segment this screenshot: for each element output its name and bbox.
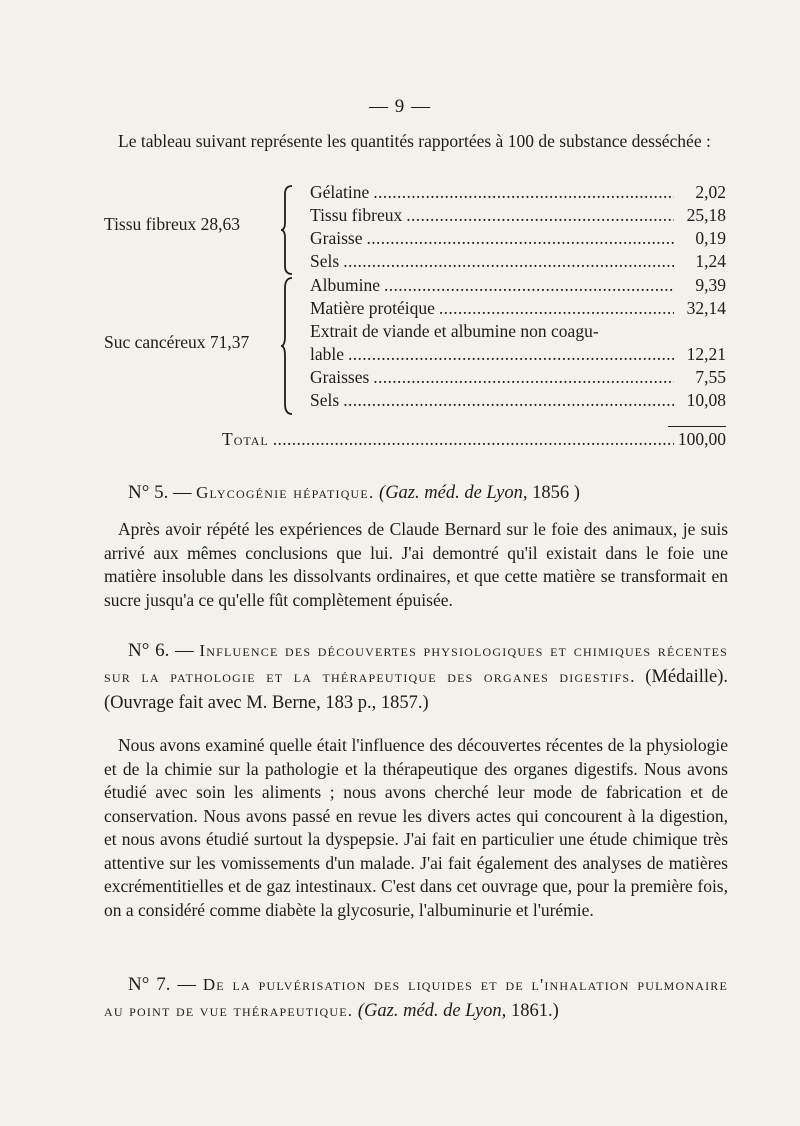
left-brace-group2 — [280, 276, 294, 416]
section-6-body: Nous avons examiné quelle était l'influence des découvertes récentes de la physiologie et de la chimie sur la pathologie et la thérapeutique des organes digestifs. Nous avons étudié avec soin les aliments ; nous avons cherché leur mode de fabrication et de conservation. Nous avons passé en revue les divers actes qui concourent à la digestion, et nous avons étudié surtout la dyspepsie. J'ai fait en particulier une étude chimique très attentive sur les vomissements d'un malade. J'ai fait également des analyses de matières excrémentitielles et de gaz intestinaux. C'est dans cet ouvrage que, pour la première fois, on a considéré comme diabète la glycosurie, l'albuminurie et l'urémie. — [104, 735, 728, 920]
section-5-source: (Gaz. méd. de Lyon, — [379, 483, 528, 503]
total-label: Total — [222, 429, 269, 449]
table-row: Gélatine . . . 2,02 — [310, 181, 726, 204]
group1-rows — [310, 181, 726, 273]
section-7-source: (Gaz. méd. de Lyon, — [357, 1001, 507, 1021]
leader-dots — [373, 366, 674, 389]
table-row: Sels . . . 1,24 — [310, 250, 726, 273]
intro-text: Le tableau suivant représente les quantités rapportées à 100 de substance desséchée : — [118, 131, 711, 151]
total-rule — [668, 426, 726, 427]
section-7-title: De la pulvérisation des liquides et de l'inhalation pulmonaire au point de vue thérapeutique. — [104, 975, 729, 1020]
leader-dots — [348, 343, 674, 366]
leader-dots — [366, 227, 674, 250]
table-row: Matière protéique . . . 32,14 — [310, 297, 726, 320]
leader-dots — [373, 181, 674, 204]
leader-dots — [384, 274, 674, 297]
section-7-year: 1861.) — [510, 1001, 559, 1021]
intro-paragraph — [104, 130, 728, 153]
section-5-year: 1856 ) — [532, 483, 580, 503]
table-row: lable . . . 12,21 — [310, 343, 726, 366]
section-6-heading: N° 6. — Influence des découvertes physiologiques et chimiques récentes sur la pathologie et la thérapeutique des organes digestifs. (Médaille). (Ouvrage fait avec M. Berne, 183 p., 1857.) — [104, 640, 729, 713]
page-number: — 9 — — [369, 96, 431, 117]
leader-dots — [343, 389, 674, 412]
section-6-title: Influence des découvertes physiologiques et chimiques récentes sur la pathologie et la thérapeutique des organes digestifs. — [104, 641, 729, 686]
group-label-suc-cancereux: Suc cancéreux 71,37 — [104, 332, 250, 352]
table-row: Albumine . . . 9,39 — [310, 274, 726, 297]
leader-dots — [273, 429, 674, 450]
group2-rows — [310, 274, 726, 412]
leader-dots — [343, 250, 674, 273]
table-row: Tissu fibreux . . . 25,18 — [310, 204, 726, 227]
section-5-body: Après avoir répété les expériences de Claude Bernard sur le foie des animaux, je suis arrivé aux mêmes conclusions que lui. J'ai demontré qu'il existait dans le foie une matière insoluble dans les dissolvants ordinaires, et que cette matière se transformait en sucre jusqu'a ce qu'elle fût complètement épuisée. — [104, 519, 728, 610]
left-brace-group1 — [280, 184, 294, 276]
table-row: Extrait de viande et albumine non coagu- — [310, 321, 599, 341]
leader-dots — [406, 204, 674, 227]
table-row: Graisse . . . 0,19 — [310, 227, 726, 250]
table-row: Sels . . . 10,08 — [310, 389, 726, 412]
section-5-title: Glycogénie hépatique. — [196, 483, 375, 502]
section-7-heading: N° 7. — De la pulvérisation des liquides et de l'inhalation pulmonaire au point de vue thérapeutique. (Gaz. méd. de Lyon, 1861.) — [104, 974, 729, 1021]
section-5-heading: N° 5. — Glycogénie hépatique. (Gaz. méd. de Lyon, 1856 ) — [128, 482, 580, 503]
table-row: Graisses . . . 7,55 — [310, 366, 726, 389]
total-row — [222, 429, 726, 450]
group-label-tissu-fibreux: Tissu fibreux 28,63 — [104, 214, 240, 234]
total-value: 100,00 — [677, 429, 726, 449]
section-6-note: (Médaille). (Ouvrage fait avec M. Berne, 183 p., 1857.) — [104, 667, 728, 713]
leader-dots — [439, 297, 674, 320]
